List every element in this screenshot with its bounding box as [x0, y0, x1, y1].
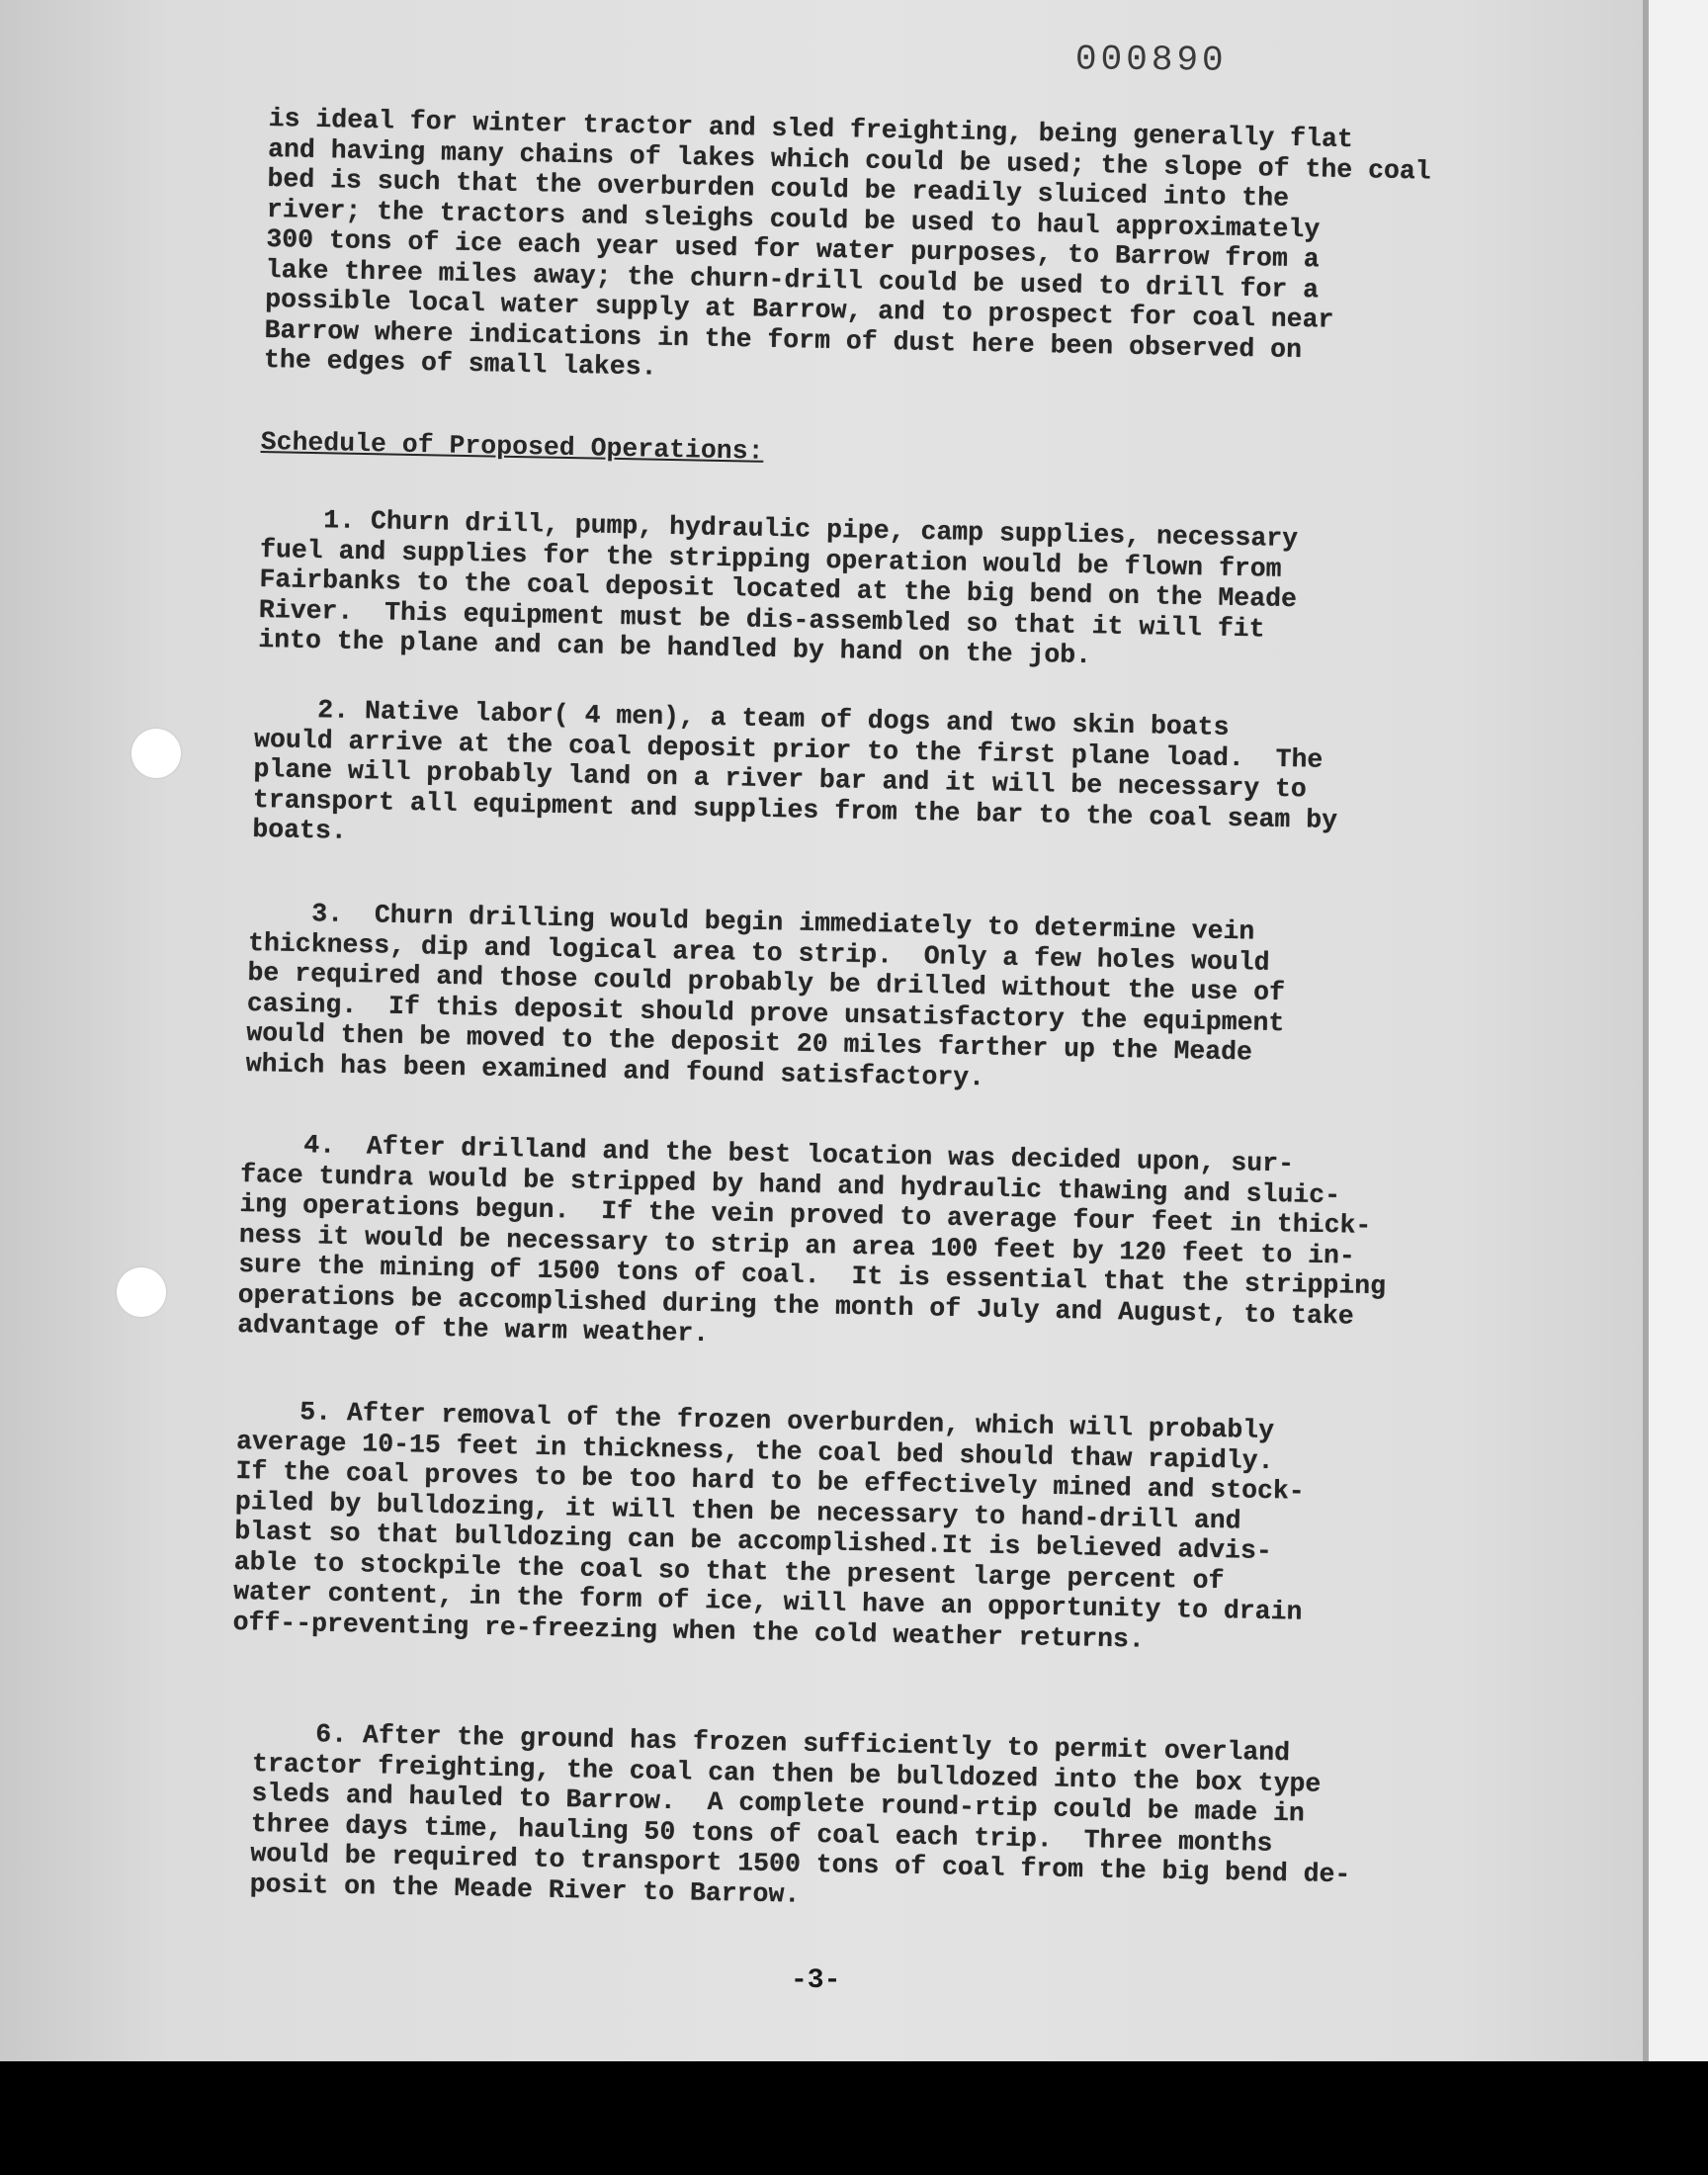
step-3: 3. Churn drilling would begin immediately to determine vein thickness, dip and logical area to strip. Only a few holes would be required and those could probably be drilled without the use of casing. If this deposit should prove unsatisfactory the equipment would then be moved to the deposit 20 miles farther up the Meade which has been examined and found satisfactory.: [245, 898, 1286, 1092]
intro-paragraph: is ideal for winter tractor and sled freighting, being generally flat and having many chains of lakes which could be used; the slope of the coal bed is such that the overburden could be readily sluiced into the river; the tractors and sleighs could be used to haul approximately 300 tons of ice each year used for water purposes, to Barrow from a lake three miles away; the churn-drill could be used to drill for a possible local water supply at Barrow, and to prospect for coal near Barrow where indications in the form of dust here been observed on the edges of small lakes.: [263, 104, 1431, 383]
step-6: 6. After the ground has frozen sufficiently to permit overland tractor freighting, the coal can then be bulldozed into the box type sleds and hauled to Barrow. A complete round-rtip could be made in three days time, hauling 50 tons of coal each trip. Three months would be required to transport 1500 tons of coal from the big bend de- posit on the Meade River to Barrow.: [249, 1718, 1351, 1910]
step-2: 2. Native labor( 4 men), a team of dogs and two skin boats would arrive at the coal deposit prior to the first plane load. The plane will probably land on a river bar and it will be necessary to transport all equipment and supplies from the bar to the coal seam by boats.: [252, 694, 1338, 846]
step-5: 5. After removal of the frozen overburden, which will probably average 10-15 feet in thickness, the coal bed should thaw rapidly. If the coal proves to be too hard to be effectively mined and stock- piled by bulldozing, it will then be necessary to hand-drill and blast so that bulldozing can be accomplished.It is believed advis- able to stockpile the coal so that the present large percent of water content, in the form of ice, will have an opportunity to drain off--preventing re-freezing when the cold weather returns.: [232, 1396, 1306, 1655]
step-1: 1. Churn drill, pump, hydraulic pipe, camp supplies, necessary fuel and supplies for the stripping operation would be flown from Fairbanks to the coal deposit located at the big bend on the Meade River. This equipment must be dis-assembled so that it will fit into the plane and can be handled by hand on the job.: [258, 504, 1299, 671]
section-heading: Schedule of Proposed Operations:: [260, 427, 764, 467]
scanner-margin: [1649, 0, 1708, 2061]
scanner-bottom-strip: [0, 2061, 1708, 2175]
document-number: 000890: [1074, 39, 1228, 81]
page-number: -3-: [791, 1965, 841, 1996]
step-4: 4. After drilland and the best location was decided upon, sur- face tundra would be stripped by hand and hydraulic thawing and sluic- ing operations begun. If the vein proved to average four feet in thick- ness it would be necessary to strip an area 100 feet by 120 feet to in- sure the mining of 1500 tons of coal. It is essential that the stripping operations be accomplished during the month of July and August, to take advantage of the warm weather.: [236, 1129, 1387, 1349]
punch-hole-lower: [117, 1267, 166, 1317]
punch-hole-upper: [131, 729, 181, 778]
